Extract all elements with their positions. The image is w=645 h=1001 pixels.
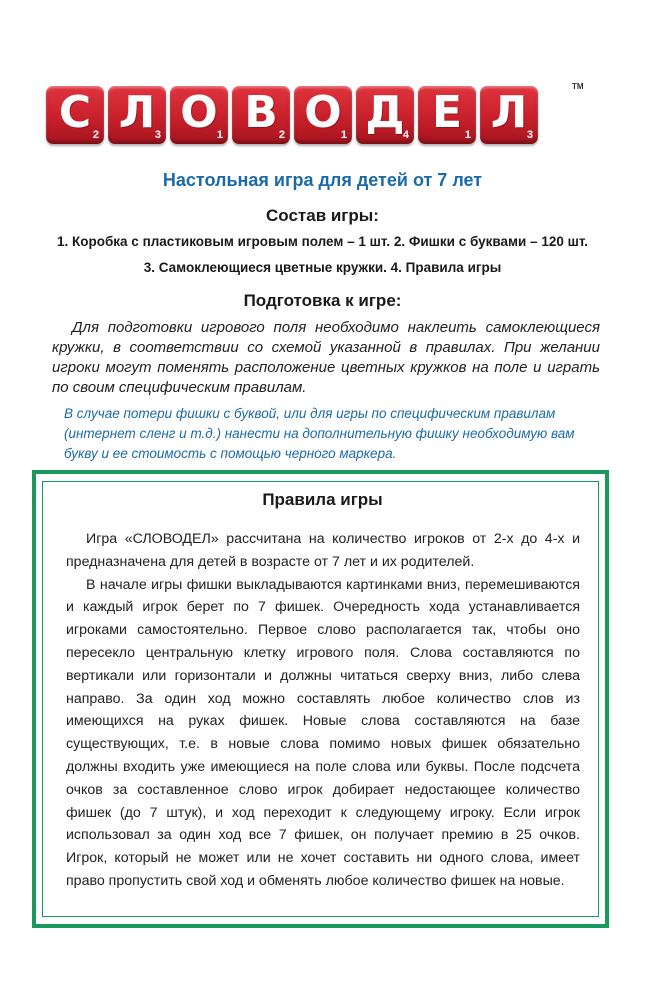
- letter-tile: [356, 86, 414, 144]
- preparation-note: В случае потери фишки с буквой, или для игры по специфическим правилам (интернет сленг и т.д.) нанести на дополнительную фишку необходимую вам букву и ее стоимость с помощью черного маркера.: [64, 406, 575, 461]
- letter-tile: [232, 86, 290, 144]
- tile-points: 4: [402, 129, 409, 141]
- rules-heading: Правила игры: [262, 490, 383, 509]
- logo-tiles: [46, 86, 598, 146]
- tile-points: 2: [278, 129, 285, 141]
- tile-letter: О: [304, 87, 342, 138]
- letter-tile: [170, 86, 228, 144]
- preparation-heading: Подготовка к игре:: [243, 291, 402, 310]
- preparation-text: Для подготовки игрового поля необходимо наклеить самоклеющиеся кружки, в соответствии со схемой указанной в правилах. При желании игроки могут поменять расположение цветных кружков на поле и играть по своим специфическим правилам.: [52, 319, 600, 396]
- tile-points: 1: [340, 129, 347, 141]
- contents-line-1: 1. Коробка с пластиковым игровым полем – 1 шт. 2. Фишки с буквами – 120 шт.: [56, 234, 589, 249]
- tile-letter: Л: [490, 87, 528, 138]
- letter-tile: [480, 86, 538, 144]
- trademark-mark: TM: [572, 82, 584, 91]
- contents-line-2: 3. Самоклеющиеся цветные кружки. 4. Правила игры: [143, 260, 502, 275]
- tile-points: 1: [216, 129, 223, 141]
- tile-letter: О: [180, 87, 218, 138]
- rules-paragraph-1: Игра «СЛОВОДЕЛ» рассчитана на количество игроков от 2-х до 4-х и предназначена для детей в возрасте от 7 лет и их родителей.: [66, 531, 580, 570]
- tile-points: 3: [154, 129, 161, 141]
- tile-points: 1: [464, 129, 471, 141]
- tile-letter: Л: [118, 87, 156, 138]
- tile-letter: Д: [365, 87, 405, 138]
- tile-letter: Е: [431, 87, 463, 138]
- tile-letter: С: [58, 87, 92, 138]
- tile-points: 3: [526, 129, 533, 141]
- page-subtitle: Настольная игра для детей от 7 лет: [162, 170, 483, 190]
- letter-tile: [108, 86, 166, 144]
- tile-letter: В: [244, 87, 278, 138]
- contents-heading: Состав игры:: [266, 206, 379, 225]
- tile-points: 2: [92, 129, 99, 141]
- rules-body: [66, 528, 580, 893]
- letter-tile: [294, 86, 352, 144]
- rules-paragraph-2: В начале игры фишки выкладываются картинками вниз, перемешиваются и каждый игрок берет по 7 фишек. Очередность хода устанавливается игроками самостоятельно. Первое слово располагается так, чтобы оно пересекло центральную клетку игрового поля. Слова составляются по вертикали или горизонтали и должны читаться сверху вниз, либо слева направо. За один ход можно составлять любое количество слов из имеющихся на руках фишек. Новые слова составляются на базе существующих, т.е. в новые слова помимо новых фишек обязательно должны входить уже имеющиеся на поле слова или буквы. После подсчета очков за составленное слово игрок добирает недостающее количество фишек (до 7 штук), и ход переходит к следующему игроку. Если игрок использовал за один ход все 7 фишек, он получает премию в 25 очков. Игрок, который не может или не хочет составить ни одного слова, имеет право пропустить свой ход и обменять любое количество фишек на новые.: [66, 576, 580, 889]
- letter-tile: [418, 86, 476, 144]
- letter-tile: [46, 86, 104, 144]
